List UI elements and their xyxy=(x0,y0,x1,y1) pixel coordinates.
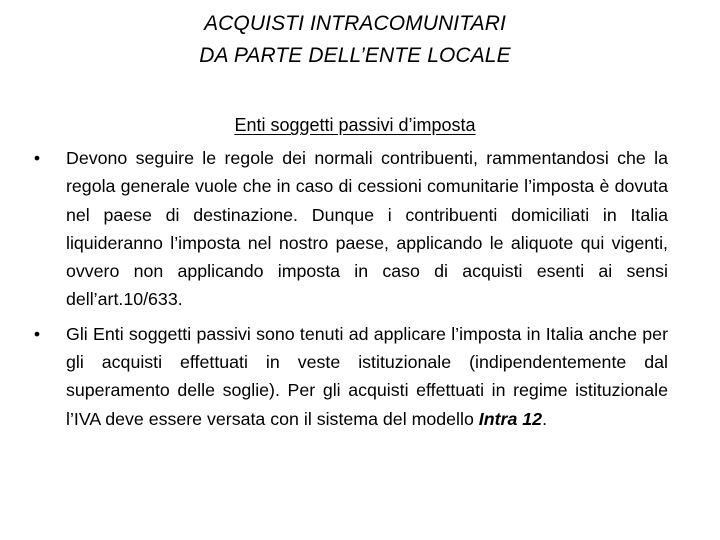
slide-title xyxy=(120,8,590,72)
bullet-text-2-end: . xyxy=(542,408,548,429)
bullet-item-1 xyxy=(30,144,668,314)
bullet-item-2 xyxy=(30,320,668,433)
bullet-text-2 xyxy=(66,324,668,429)
bullet-text-2-emphasis: Intra 12 xyxy=(478,408,543,429)
bullet-list xyxy=(30,144,668,439)
bullet-icon: • xyxy=(33,148,41,168)
slide-subtitle: Enti soggetti passivi d’imposta xyxy=(234,115,476,135)
bullet-text-1: Devono seguire le regole dei normali contribuenti, rammentandosi che la regola generale vuole che in caso di cessioni comunitarie l’imposta è dovuta nel paese di destinazione. Dunque i contribuenti domiciliati in Italia liquideranno l’imposta nel nostro paese, applicando le aliquote qui vigenti, ovvero non applicando imposta in caso di acquisti esenti ai sensi dell’art.10/633. xyxy=(66,148,668,310)
slide-title-line-1: ACQUISTI INTRACOMUNITARI xyxy=(204,12,506,35)
bullet-text-2-main: Gli Enti soggetti passivi sono tenuti ad applicare l’imposta in Italia anche per gli acquisti effettuati in veste istituzionale (indipendentemente dal superamento delle soglie). Per gli acquisti effettuati in regime istituzionale l’IVA deve essere versata con il sistema del modello xyxy=(66,323,668,429)
slide-title-line-2: DA PARTE DELL’ENTE LOCALE xyxy=(199,44,511,67)
bullet-icon: • xyxy=(33,323,41,344)
